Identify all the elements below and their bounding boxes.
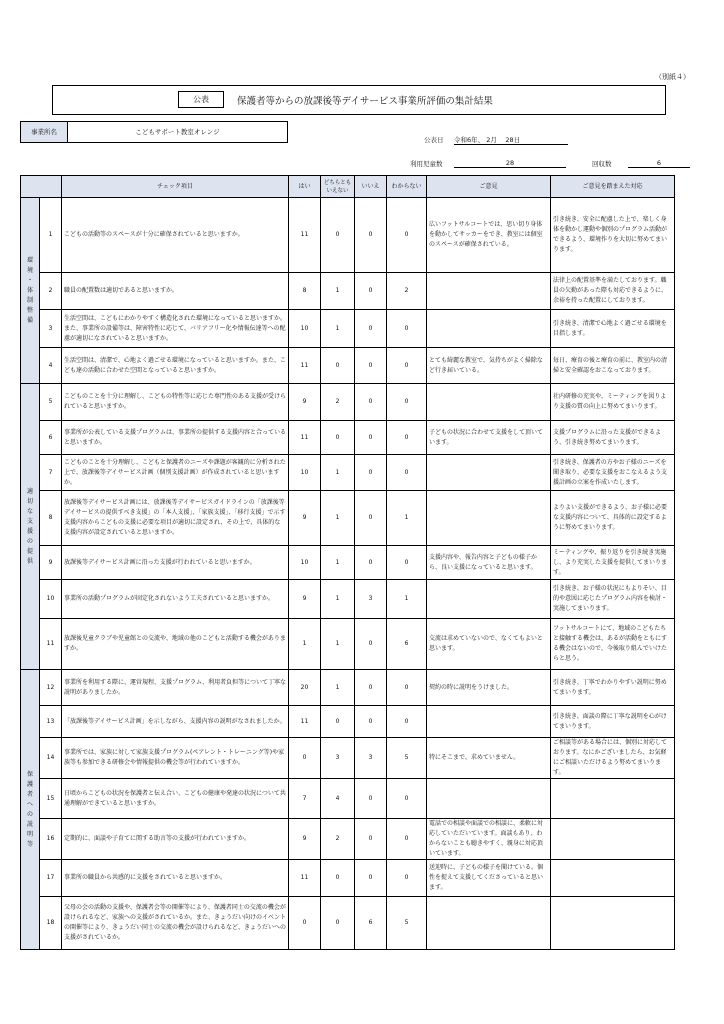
count-unknown: 0 [387,546,427,580]
response-text: フットサルコートにて、地域のこどもたちと接触する機会は、あるが活動をともにする機会はないので、今後取り組んでいけたらと思う。 [551,619,675,670]
table-row [21,738,675,779]
opinion-text [427,455,551,491]
question-text: 日頃からこどもの状況を保護者と伝え合い、こどもの健康や発達の状況について共通理解ができていると思いますか。 [62,779,289,819]
response-text: よりよい支援ができるよう、お子様に必要な支援内容について、具体的に設定するように努めてまいります。 [551,491,675,546]
header-no: いいえ [355,176,387,198]
question-text: 職員の配置数は適切であると思いますか。 [62,273,289,310]
count-unknown: 0 [387,348,427,384]
opinion-text: 特にそこまで、求めていません。 [427,738,551,779]
count-yes: 0 [289,897,321,950]
count-unknown: 0 [387,198,427,273]
users-count-value: 28 [454,159,566,168]
response-text: 引き続き、安全に配慮した上で、楽しく身体を動かし運動や個別のプログラム活動ができるよう、環境作りを大切に努めてまいります。 [551,198,675,273]
count-neither: 0 [321,198,355,273]
count-neither: 1 [321,310,355,348]
count-yes: 10 [289,455,321,491]
opinion-text [427,491,551,546]
count-unknown: 0 [387,860,427,897]
count-no: 0 [355,619,387,670]
count-yes: 1 [289,619,321,670]
row-number: 17 [40,860,62,897]
question-text: 生活空間は、こどもにわかりやすく構造化された環境になっていると思いますか。また、事業所の設備等は、障害特性に応じて、バリアフリー化や情報伝達等への配慮が適切になされていると思いますか。 [62,310,289,348]
table-row [21,348,675,384]
count-unknown: 0 [387,421,427,455]
table-row [21,273,675,310]
publication-date-label: 公表日 [424,136,444,144]
count-neither: 1 [321,580,355,619]
row-number: 13 [40,706,62,738]
question-text: こどものことを十分に理解し、こどもの特性等に応じた専門性のある支援が受けられていると思いますか。 [62,384,289,421]
response-text [551,860,675,897]
count-unknown: 1 [387,580,427,619]
count-yes: 9 [289,491,321,546]
table-row [21,897,675,950]
publication-label: 公表 [178,91,224,108]
count-no: 0 [355,491,387,546]
count-yes: 9 [289,580,321,619]
opinion-text: 広いフットサルコートでは、思い切り身体を動かしてサッカーをでき、教室には個室のスペースが確保されている。 [427,198,551,273]
count-no: 0 [355,706,387,738]
opinion-text [427,384,551,421]
response-text [551,819,675,860]
count-yes: 11 [289,860,321,897]
count-unknown: 0 [387,310,427,348]
response-text: 支援プログラムに沿った支援ができるよう、引き続き努めてまいります。 [551,421,675,455]
count-yes: 7 [289,779,321,819]
count-no: 3 [355,738,387,779]
response-text [551,779,675,819]
header-opinion: ご意見 [427,176,551,198]
opinion-text: 支援内容や、報告内容と子どもの様子から、良い支援になっていると思います。 [427,546,551,580]
table-row [21,384,675,421]
count-neither: 4 [321,779,355,819]
title-box [52,85,666,115]
table-row [21,670,675,706]
opinion-text: 子どもの状況に合わせて支援をして頂いています。 [427,421,551,455]
row-number: 6 [40,421,62,455]
row-number: 16 [40,819,62,860]
opinion-text [427,310,551,348]
row-number: 14 [40,738,62,779]
section-label: 保 護 者 へ の 説 明 等 [21,670,40,950]
response-text: 引き続き、丁寧でわかりやすい説明に努めてまいります。 [551,670,675,706]
count-neither: 1 [321,491,355,546]
responses-count-label: 回収数 [592,160,612,168]
attachment-note: （別紙４） [655,73,690,81]
table-row [21,421,675,455]
table-row [21,779,675,819]
question-text: 事業所の活動プログラムが固定化されないよう工夫されていると思いますか。 [62,580,289,619]
count-yes: 8 [289,273,321,310]
question-text: 事業所が公表している支援プログラムは、事業所の提供する支援内容と合っていると思いますか。 [62,421,289,455]
opinion-text [427,897,551,950]
row-number: 4 [40,348,62,384]
opinion-text [427,580,551,619]
section-label: 環 境 ・ 体 制 整 備 [21,198,40,384]
count-unknown: 1 [387,491,427,546]
row-number: 9 [40,546,62,580]
count-neither: 0 [321,706,355,738]
table-row [21,546,675,580]
table-row [21,706,675,738]
count-yes: 10 [289,546,321,580]
opinion-text: とても綺麗な教室で、気持ちがよく掃除など行き届いている。 [427,348,551,384]
facility-name-label: 事業所名 [21,122,68,142]
count-unknown: 0 [387,819,427,860]
question-text: こどもの活動等のスペースが十分に確保されていると思いますか。 [62,198,289,273]
question-text: 「放課後等デイサービス計画」を示しながら、支援内容の説明がなされましたか。 [62,706,289,738]
question-text: こどものことを十分理解し、こどもと保護者のニーズや課題が客観的に分析された上で、放課後等デイサービス計画（個別支援計画）が作成されていると思いますか。 [62,455,289,491]
count-no: 0 [355,860,387,897]
count-unknown: 6 [387,619,427,670]
count-no: 0 [355,198,387,273]
row-number: 8 [40,491,62,546]
count-yes: 11 [289,421,321,455]
question-text: 生活空間は、清潔で、心地よく過ごせる環境になっていると思いますか。また、こども達の活動に合わせた空間となっていると思いますか。 [62,348,289,384]
response-text [551,897,675,950]
count-unknown: 5 [387,897,427,950]
count-no: 0 [355,819,387,860]
opinion-text: 契約の時に説明をうけました。 [427,670,551,706]
count-neither: 2 [321,384,355,421]
page-title: 保護者等からの放課後等デイサービス事業所評価の集計結果 [237,96,493,107]
opinion-text: 送迎時に、子どもの様子を聞けている。個性を捉えて支援してくださっていると思います。 [427,860,551,897]
header-yes: はい [289,176,321,198]
header-neither: どちらとも いえない [321,176,355,198]
count-yes: 9 [289,384,321,421]
count-neither: 1 [321,273,355,310]
count-neither: 1 [321,619,355,670]
response-text: 法律上の配置基準を満たしております。職員の欠勤があった際も対応できるように、余裕を持った配置にしております。 [551,273,675,310]
count-yes: 20 [289,670,321,706]
row-number: 15 [40,779,62,819]
table-row [21,819,675,860]
count-unknown: 0 [387,384,427,421]
opinion-text [427,706,551,738]
count-no: 0 [355,348,387,384]
response-text: ご相談等がある場合には、個別に対応しております。なにかございましたら、お気軽にご相談いただけるよう努めてまいります。 [551,738,675,779]
count-neither: 1 [321,546,355,580]
question-text: 放課後等デイサービス計画に沿った支援が行われていると思いますか。 [62,546,289,580]
count-no: 6 [355,897,387,950]
table-header-row [21,176,675,198]
section-label: 適 切 な 支 援 の 提 供 [21,384,40,670]
question-text: 事業所では、家族に対して家族支援プログラム(ペアレント・トレーニング等)や家族等も参加できる研修会や情報提供の機会等が行われていますか。 [62,738,289,779]
response-text: 毎日、療育の後と療育の前に、教室内の清掃と安全確認をおこなっております。 [551,348,675,384]
count-unknown: 0 [387,779,427,819]
response-text: 引き続き、清潔で心地よく過ごせる環境を目指します。 [551,310,675,348]
count-neither: 1 [321,455,355,491]
row-number: 2 [40,273,62,310]
count-unknown: 0 [387,706,427,738]
count-yes: 10 [289,310,321,348]
count-neither: 0 [321,348,355,384]
table-row [21,860,675,897]
facility-name-box [20,121,288,143]
count-no: 0 [355,670,387,706]
count-no: 0 [355,273,387,310]
count-no: 0 [355,310,387,348]
count-no: 0 [355,421,387,455]
row-number: 11 [40,619,62,670]
count-yes: 9 [289,819,321,860]
row-number: 1 [40,198,62,273]
count-neither: 1 [321,670,355,706]
responses-count-value: 6 [628,159,690,168]
header-blank [21,176,62,198]
table-row [21,580,675,619]
count-neither: 0 [321,897,355,950]
opinion-text: 電話での相談や面談での相談に、柔軟に対応していただいています。面談もあり、わからないことも聴きやすく、親身に対応頂いています。 [427,819,551,860]
response-text: ミーティングや、振り返りを引き続き実施し、より充実した支援を提供してまいります。 [551,546,675,580]
opinion-text [427,779,551,819]
count-no: 0 [355,546,387,580]
row-number: 18 [40,897,62,950]
opinion-text [427,273,551,310]
response-text: 引き続き、保護者の方やお子様のニーズを聞き取り、必要な支援をおこなえるよう支援計画の立案を作成いたします。 [551,455,675,491]
count-unknown: 0 [387,670,427,706]
count-unknown: 2 [387,273,427,310]
question-text: 事業所を利用する際に、運営規程、支援プログラム、利用者負担等について丁寧な説明がありましたか。 [62,670,289,706]
table-row [21,619,675,670]
question-text: 定期的に、面談や子育てに関する助言等の支援が行われていますか。 [62,819,289,860]
count-unknown: 0 [387,455,427,491]
count-no: 3 [355,580,387,619]
row-number: 3 [40,310,62,348]
table-row [21,455,675,491]
count-neither: 0 [321,421,355,455]
response-text: 引き続き、お子様の状況にもよりそい、目的や意図に応じたプログラム内容を検討・実施してまいります。 [551,580,675,619]
count-neither: 0 [321,860,355,897]
count-no: 0 [355,384,387,421]
count-no: 0 [355,779,387,819]
header-response: ご意見を踏まえた対応 [551,176,675,198]
table-row [21,310,675,348]
question-text: 放課後等デイサービス計画には、放課後等デイサービスガイドラインの「放課後等デイサービスの提供すべき支援」の「本人支援」、「家族支援」、「移行支援」で示す支援内容からこどもの支援に必要な項目が適切に設定され、その上で、具体的な支援内容が設定されていると思いますか。 [62,491,289,546]
count-yes: 11 [289,348,321,384]
evaluation-table [20,175,675,950]
users-count-label: 利用児童数 [410,160,443,168]
count-yes: 11 [289,706,321,738]
row-number: 7 [40,455,62,491]
table-row [21,198,675,273]
row-number: 12 [40,670,62,706]
row-number: 5 [40,384,62,421]
question-text: 放課後児童クラブや児童館との交流や、地域の他のこどもと活動する機会がありますか。 [62,619,289,670]
response-text: 社内研修の充実や、ミーティングを図りより支援の質の向上に努めてまいります。 [551,384,675,421]
publication-date-value: 令和6年、 2月 28日 [454,135,568,145]
response-text: 引き続き、面談の際に丁寧な説明を心がけてまいります。 [551,706,675,738]
count-yes: 11 [289,198,321,273]
table-row [21,491,675,546]
facility-name-value: こどもサポート教室オレンジ [135,128,220,136]
count-neither: 2 [321,819,355,860]
count-yes: 0 [289,738,321,779]
row-number: 10 [40,580,62,619]
header-unknown: わからない [387,176,427,198]
count-neither: 3 [321,738,355,779]
count-unknown: 5 [387,738,427,779]
header-check-item: チェック項目 [62,176,289,198]
question-text: 父母の会の活動の支援や、保護者会等の開催等により、保護者同士の交流の機会が設けられるなど、家族への支援がされているか。また、きょうだい向けのイベントの開催等により、きょうだい同士の交流の機会が設けられるなど、きょうだいへの支援がされているか。 [62,897,289,950]
opinion-text: 交流は求めていないので、なくてもよいと思います。 [427,619,551,670]
count-no: 0 [355,455,387,491]
question-text: 事業所の職員から共感的に支援をされていると思いますか。 [62,860,289,897]
